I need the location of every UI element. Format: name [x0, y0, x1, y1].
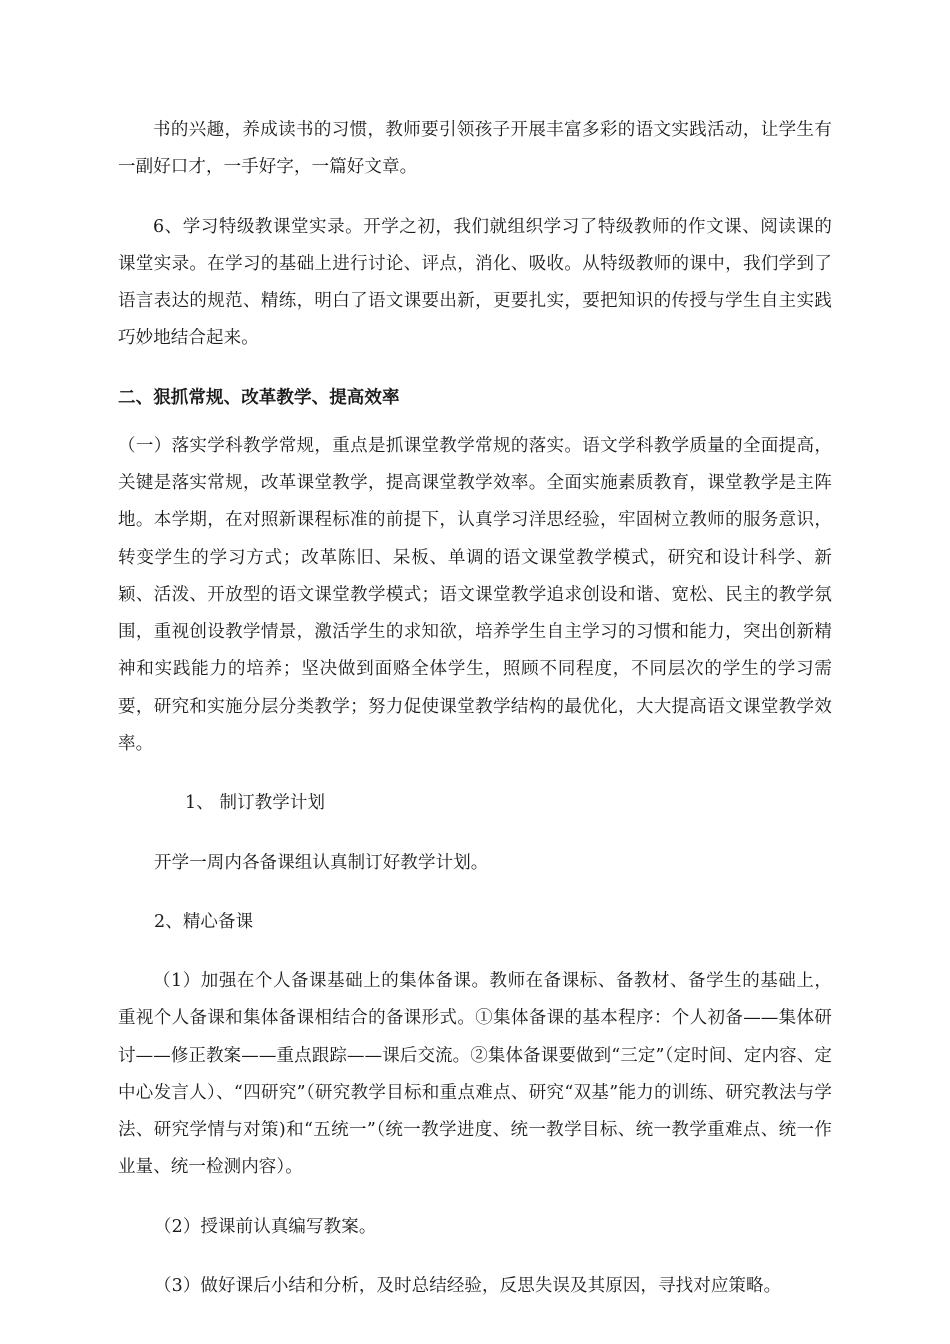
spacer: [118, 358, 832, 380]
spacer: [118, 1187, 832, 1209]
spacer: [118, 187, 832, 209]
spacer: [118, 1246, 832, 1268]
spacer: [118, 823, 832, 845]
list-item-2-sub-2: （2）授课前认真编写教案。: [154, 1216, 377, 1237]
list-item-1-body: 开学一周内各备课组认真制订好教学计划。: [154, 852, 489, 873]
spacer: [118, 417, 832, 428]
paragraph-subsection-one: （一）落实学科教学常规，重点是抓课堂教学常规的落实。语文学科教学质量的全面提高，关键是落实常规，改革课堂教学，提高课堂教学效率。全面实施素质教育，课堂教学是主阵地。本学期，在对照新课程标准的前提下，认真学习洋思经验，牢固树立教师的服务意识，转变学生的学习方式；改革陈旧、呆板、单调的语文课堂教学模式，研究和设计科学、新颖、活泼、开放型的语文课堂教学模式；语文课堂教学追求创设和谐、宽松、民主的教学氛围，重视创设教学情景，激活学生的求知欲，培养学生自主学习的习惯和能力，突出创新精神和实践能力的培养；坚决做到面赂全体学生，照顾不同程度，不同层次的学生的学习需要，研究和实施分层分类教学；努力促使课堂教学结构的最优化，大大提高语文课堂教学效率。: [118, 435, 832, 754]
list-item-2-sub-1: （1）加强在个人备课基础上的集体备课。教师在备课标、备教材、备学生的基础上，重视个人备课和集体备课相结合的备课形式。①集体备课的基本程序：个人初备——集体研讨——修正教案——重点跟踪——课后交流。②集体备课要做到“三定”（定时间、定内容、定中心发言人）、“四研究”（研究教学目标和重点难点、研究“双基”能力的训练、研究教法与学法、研究学情与对策)和“五统一”（统一教学进度、统一教学目标、统一教学重难点、统一作业量、统一检测内容）。: [118, 971, 832, 1178]
spacer: [118, 763, 832, 785]
document-body: [118, 112, 832, 1305]
list-item-1-title: 1、 制订教学计划: [185, 793, 326, 814]
spacer: [118, 941, 832, 963]
paragraph-item-6: 6、学习特级教课堂实录。开学之初，我们就组织学习了特级教师的作文课、阅读课的课堂实录。在学习的基础上进行讨论、评点，消化、吸收。从特级教师的课中，我们学到了语言表达的规范、精练，明白了语文课要出新，更要扎实，要把知识的传授与学生自主实践巧妙地结合起来。: [118, 216, 832, 349]
list-item-2-title: 2、精心备课: [154, 911, 254, 932]
spacer: [118, 882, 832, 904]
list-item-2-sub-3: （3）做好课后小结和分析，及时总结经验，反思失误及其原因，寻找对应策略。: [154, 1275, 782, 1296]
section-heading-two: 二、狠抓常规、改革教学、提高效率: [118, 387, 400, 408]
paragraph-continued: 书的兴趣，养成读书的习惯，教师要引领孩子开展丰富多彩的语文实践活动，让学生有一副好口才，一手好字，一篇好文章。: [118, 120, 832, 178]
